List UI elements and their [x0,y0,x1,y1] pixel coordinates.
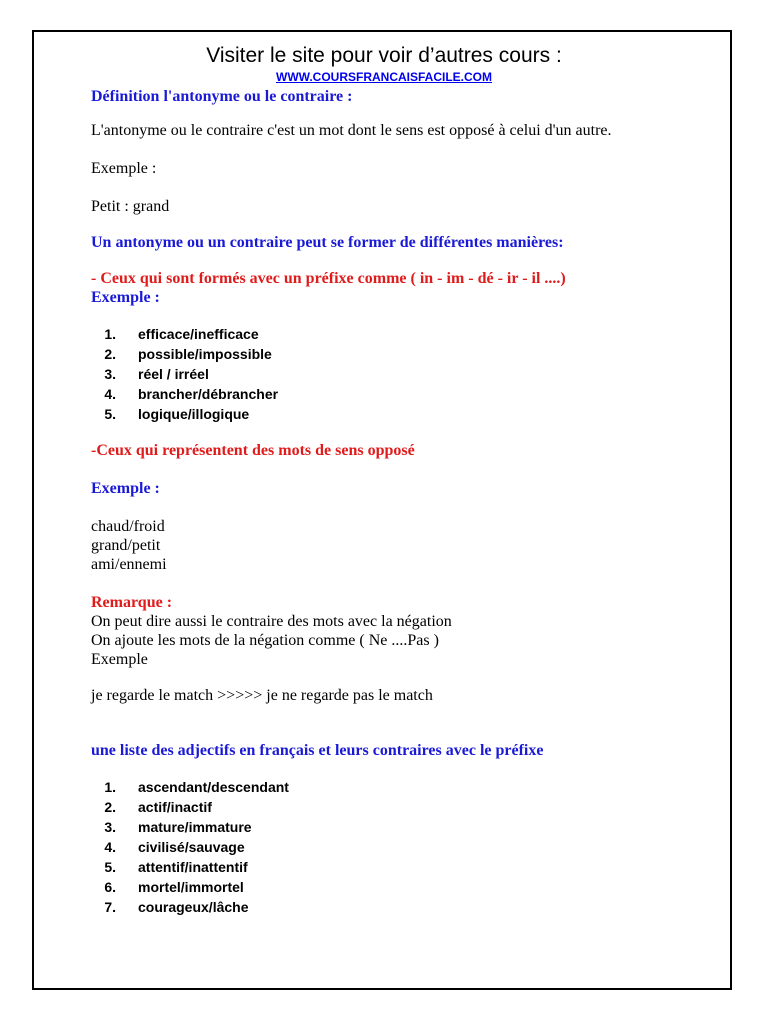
list-heading: une liste des adjectifs en français et leurs contraires avec le préfixe [91,742,544,759]
list-item: 2. actif/inactif [104,799,212,815]
remark-example: je regarde le match >>>>> je ne regarde pas le match [91,687,433,704]
remark-line: On peut dire aussi le contraire des mots avec la négation [91,613,452,630]
list-item: 3. réel / irréel [104,366,209,382]
definition-heading: Définition l'antonyme ou le contraire : [91,88,353,105]
example-line: ami/ennemi [91,556,167,573]
site-link[interactable]: WWW.COURSFRANCAISFACILE.COM [276,70,492,84]
list-item: 3. mature/immature [104,819,252,835]
prefix-list [92,324,278,424]
adjective-list [92,777,289,917]
remark-body [91,612,452,669]
opposite-examples [91,517,167,574]
remark-line: Exemple [91,651,148,668]
list-item: 5. logique/illogique [104,406,250,422]
opposite-example-label: Exemple : [91,480,160,497]
list-item: 4. brancher/débrancher [104,386,279,402]
definition-example: Petit : grand [91,198,170,215]
remark-heading: Remarque : [91,594,173,611]
list-item: 1. ascendant/descendant [104,779,289,795]
list-item: 5. attentif/inattentif [104,859,248,875]
list-item: 2. possible/impossible [104,346,272,362]
list-item: 6. mortel/immortel [104,879,244,895]
list-item: 4. civilisé/sauvage [104,839,245,855]
definition-example-label: Exemple : [91,160,157,177]
formation-heading: Un antonyme ou un contraire peut se former de différentes manières: [91,234,564,251]
prefix-example-label: Exemple : [91,289,160,306]
example-line: chaud/froid [91,518,165,535]
opposite-heading: -Ceux qui représentent des mots de sens opposé [91,442,415,459]
list-item: 7. courageux/lâche [104,899,249,915]
header-title: Visiter le site pour voir d’autres cours : [206,44,562,67]
prefix-heading: - Ceux qui sont formés avec un préfixe comme ( in - im - dé - ir - il ....) [91,270,566,287]
remark-line: On ajoute les mots de la négation comme ( Ne ....Pas ) [91,632,439,649]
list-item: 1. efficace/inefficace [104,326,259,342]
definition-text: L'antonyme ou le contraire c'est un mot dont le sens est opposé à celui d'un autre. [91,122,612,139]
example-line: grand/petit [91,537,161,554]
